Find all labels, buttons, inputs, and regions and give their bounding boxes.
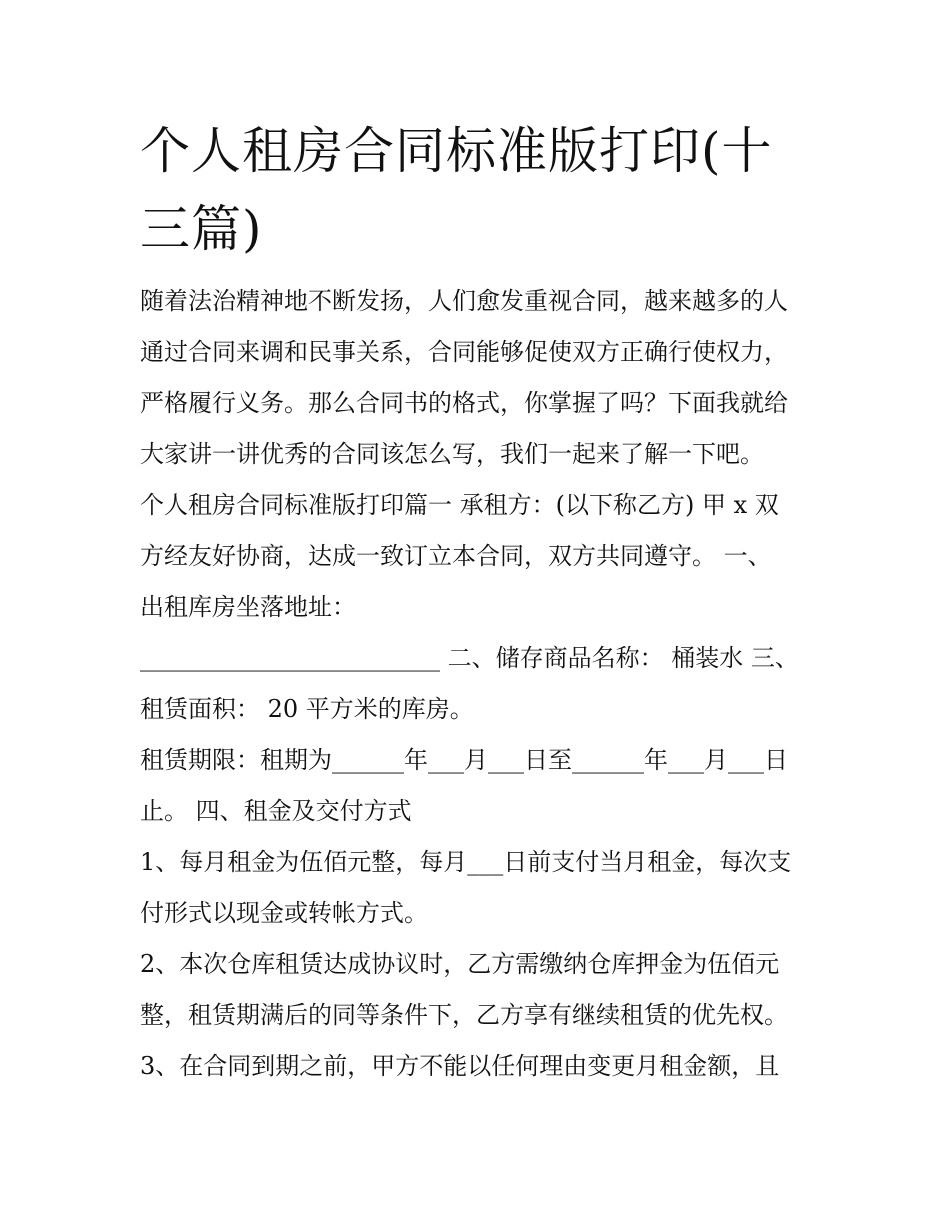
document-title: 个人租房合同标准版打印(十三篇) bbox=[140, 122, 773, 258]
document-body bbox=[140, 276, 820, 1092]
body-line: 通过合同来调和民事关系，合同能够促使双方正确行使权力， bbox=[140, 338, 788, 366]
body-line: 3、在合同到期之前，甲方不能以任何理由变更月租金额，且 bbox=[140, 1052, 780, 1080]
body-line: 租赁期限：租期为______年___月___日至______年___月___日 bbox=[140, 746, 788, 774]
body-line: 大家讲一讲优秀的合同该怎么写，我们一起来了解一下吧。 bbox=[140, 440, 764, 468]
body-line: 个人租房合同标准版打印篇一 承租方：(以下称乙方) 甲 x 双 bbox=[140, 491, 779, 519]
body-line: 止。 四、租金及交付方式 bbox=[140, 797, 412, 825]
body-line: 严格履行义务。那么合同书的格式，你掌握了吗？下面我就给 bbox=[140, 389, 788, 417]
body-line: 1、每月租金为伍佰元整，每月___日前支付当月租金，每次支 bbox=[140, 848, 792, 876]
body-line: 2、本次仓库租赁达成协议时，乙方需缴纳仓库押金为伍佰元 bbox=[140, 950, 780, 978]
body-line: 方经友好协商，达成一致订立本合同，双方共同遵守。 一、 bbox=[140, 542, 772, 570]
body-line: 付形式以现金或转帐方式。 bbox=[140, 899, 428, 927]
body-line: 出租库房坐落地址： bbox=[140, 593, 356, 621]
body-line: 租赁面积： 20 平方米的库房。 bbox=[140, 695, 474, 723]
body-line: 整，租赁期满后的同等条件下，乙方享有继续租赁的优先权。 bbox=[140, 1001, 788, 1029]
body-line: _________________________ 二、储存商品名称： 桶装水 三、 bbox=[140, 644, 799, 672]
body-line: 随着法治精神地不断发扬，人们愈发重视合同，越来越多的人 bbox=[140, 287, 788, 315]
